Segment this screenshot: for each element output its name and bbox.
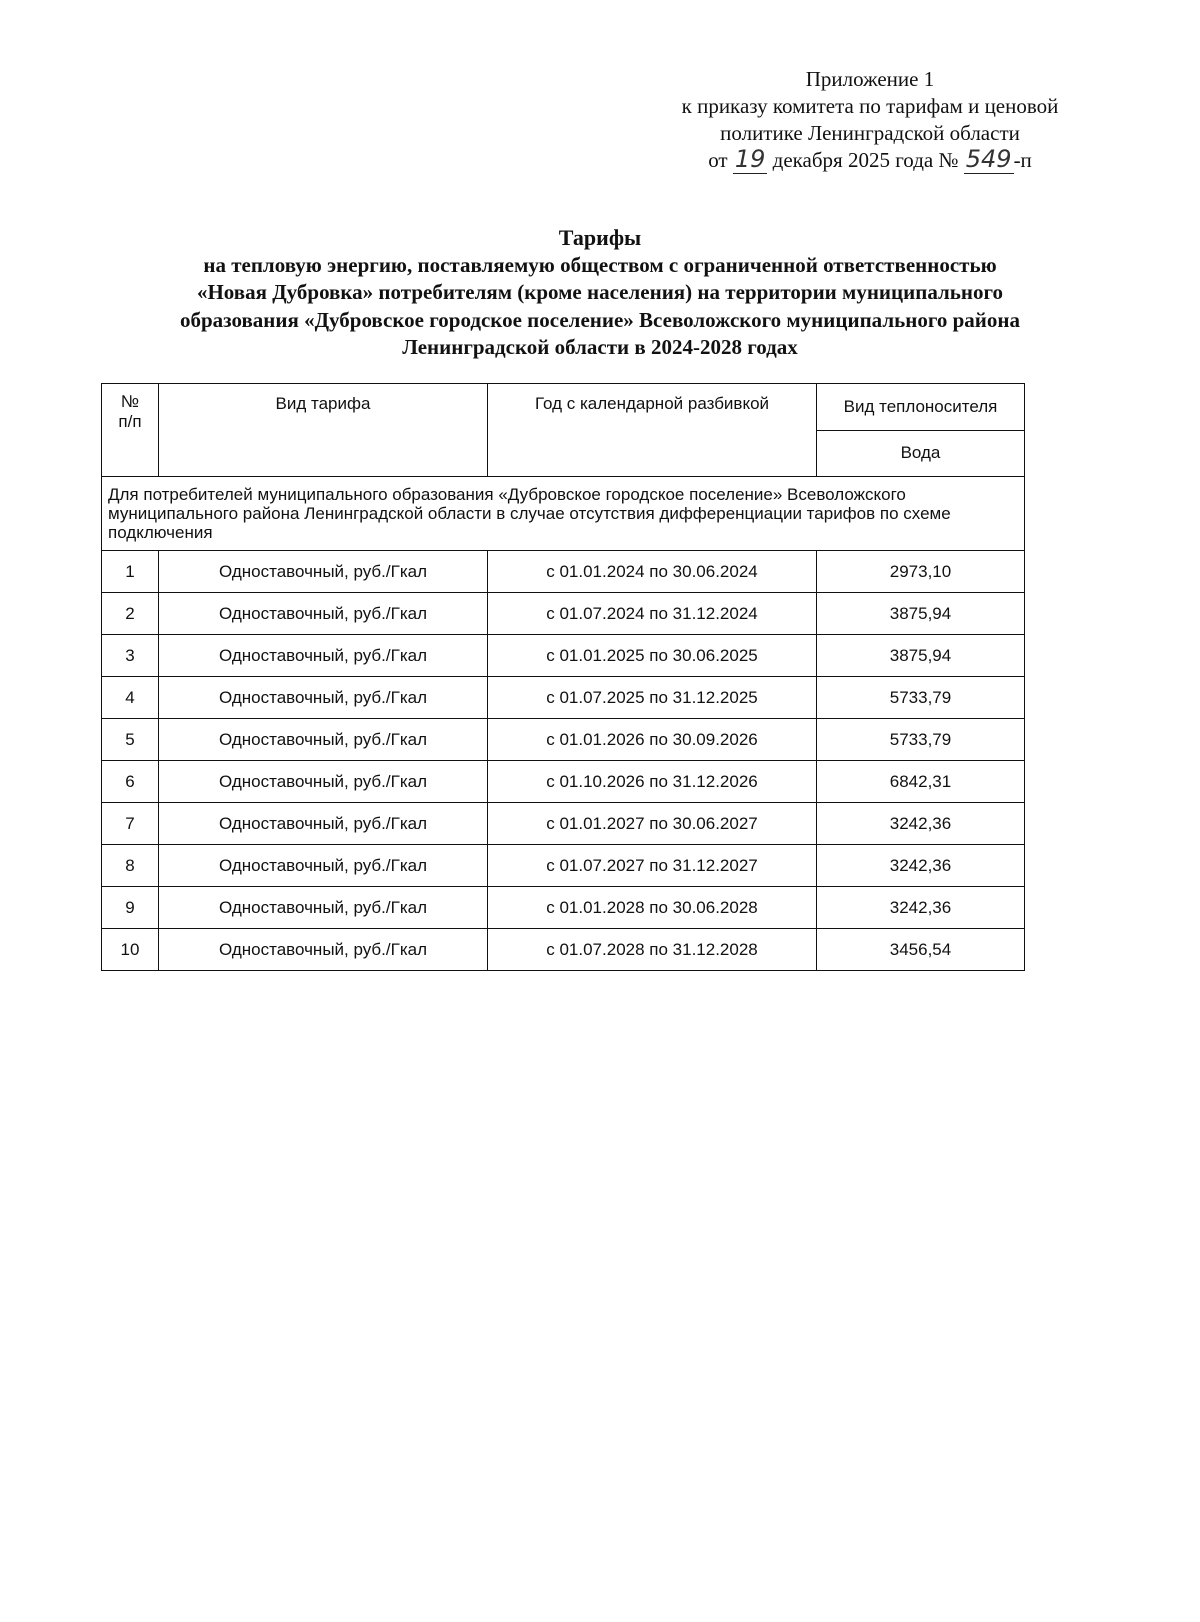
row-value: 3875,94 bbox=[817, 635, 1025, 677]
handwritten-day: 19 bbox=[734, 145, 766, 173]
row-period: с 01.01.2026 по 30.09.2026 bbox=[488, 719, 817, 761]
table-row bbox=[102, 803, 1025, 845]
section-description: Для потребителей муниципального образования «Дубровское городское поселение» Всеволожского муниципального района Ленинградской области в случае отсутствия дифференциации тарифов по схеме подключения bbox=[102, 477, 1025, 551]
attachment-authority-line: политике Ленинградской области bbox=[720, 121, 1020, 145]
table-row bbox=[102, 845, 1025, 887]
header-num bbox=[102, 384, 159, 477]
table-row bbox=[102, 761, 1025, 803]
row-value: 3242,36 bbox=[817, 803, 1025, 845]
document-title bbox=[100, 224, 1100, 362]
date-middle: декабря 2025 года № bbox=[772, 148, 959, 172]
attachment-date-line bbox=[640, 147, 1100, 174]
row-tariff-type: Одноставочный, руб./Гкал bbox=[159, 635, 488, 677]
title-main: Тарифы bbox=[558, 225, 642, 250]
title-line-4: Ленинградской области в 2024-2028 годах bbox=[402, 335, 798, 359]
row-num: 1 bbox=[102, 551, 159, 593]
attachment-title: Приложение 1 bbox=[805, 67, 935, 91]
row-value: 6842,31 bbox=[817, 761, 1025, 803]
table-row bbox=[102, 929, 1025, 971]
handwritten-order-number: 549 bbox=[965, 145, 1012, 173]
row-tariff-type: Одноставочный, руб./Гкал bbox=[159, 887, 488, 929]
header-row bbox=[102, 384, 1025, 431]
header-num-label: п/п bbox=[118, 412, 142, 431]
row-num: 3 bbox=[102, 635, 159, 677]
row-tariff-type: Одноставочный, руб./Гкал bbox=[159, 551, 488, 593]
table-row bbox=[102, 635, 1025, 677]
row-period: с 01.07.2027 по 31.12.2027 bbox=[488, 845, 817, 887]
row-period: с 01.10.2026 по 31.12.2026 bbox=[488, 761, 817, 803]
row-num: 2 bbox=[102, 593, 159, 635]
row-value: 3875,94 bbox=[817, 593, 1025, 635]
row-num: 6 bbox=[102, 761, 159, 803]
header-tariff-type: Вид тарифа bbox=[159, 384, 488, 477]
row-num: 7 bbox=[102, 803, 159, 845]
row-value: 5733,79 bbox=[817, 719, 1025, 761]
row-tariff-type: Одноставочный, руб./Гкал bbox=[159, 593, 488, 635]
table-row bbox=[102, 887, 1025, 929]
row-value: 3242,36 bbox=[817, 845, 1025, 887]
attachment-order-line: к приказу комитета по тарифам и ценовой bbox=[681, 94, 1059, 118]
order-suffix: -п bbox=[1013, 148, 1032, 172]
row-num: 5 bbox=[102, 719, 159, 761]
title-line-2: «Новая Дубровка» потребителям (кроме населения) на территории муниципального bbox=[196, 280, 1004, 304]
row-tariff-type: Одноставочный, руб./Гкал bbox=[159, 803, 488, 845]
row-tariff-type: Одноставочный, руб./Гкал bbox=[159, 929, 488, 971]
row-period: с 01.01.2024 по 30.06.2024 bbox=[488, 551, 817, 593]
row-period: с 01.07.2024 по 31.12.2024 bbox=[488, 593, 817, 635]
header-water: Вода bbox=[817, 430, 1025, 477]
row-period: с 01.01.2025 по 30.06.2025 bbox=[488, 635, 817, 677]
title-line-1: на тепловую энергию, поставляемую обществом с ограниченной ответственностью bbox=[203, 252, 997, 277]
header-year: Год с календарной разбивкой bbox=[488, 384, 817, 477]
table-row bbox=[102, 677, 1025, 719]
table-row bbox=[102, 593, 1025, 635]
row-period: с 01.07.2028 по 31.12.2028 bbox=[488, 929, 817, 971]
row-period: с 01.07.2025 по 31.12.2025 bbox=[488, 677, 817, 719]
row-period: с 01.01.2028 по 30.06.2028 bbox=[488, 887, 817, 929]
row-tariff-type: Одноставочный, руб./Гкал bbox=[159, 845, 488, 887]
header-carrier: Вид теплоносителя bbox=[817, 384, 1025, 431]
row-tariff-type: Одноставочный, руб./Гкал bbox=[159, 677, 488, 719]
header-num-symbol: № bbox=[120, 392, 140, 411]
row-value: 2973,10 bbox=[817, 551, 1025, 593]
tariffs-table bbox=[101, 383, 1025, 971]
section-row bbox=[102, 477, 1025, 551]
row-num: 8 bbox=[102, 845, 159, 887]
table-row bbox=[102, 719, 1025, 761]
row-tariff-type: Одноставочный, руб./Гкал bbox=[159, 761, 488, 803]
row-tariff-type: Одноставочный, руб./Гкал bbox=[159, 719, 488, 761]
title-line-3: образования «Дубровское городское поселение» Всеволожского муниципального района bbox=[179, 307, 1020, 332]
row-value: 5733,79 bbox=[817, 677, 1025, 719]
row-num: 10 bbox=[102, 929, 159, 971]
row-num: 9 bbox=[102, 887, 159, 929]
date-prefix: от bbox=[708, 148, 728, 172]
row-value: 3456,54 bbox=[817, 929, 1025, 971]
row-value: 3242,36 bbox=[817, 887, 1025, 929]
attachment-header bbox=[640, 66, 1100, 174]
row-num: 4 bbox=[102, 677, 159, 719]
table-row bbox=[102, 551, 1025, 593]
row-period: с 01.01.2027 по 30.06.2027 bbox=[488, 803, 817, 845]
